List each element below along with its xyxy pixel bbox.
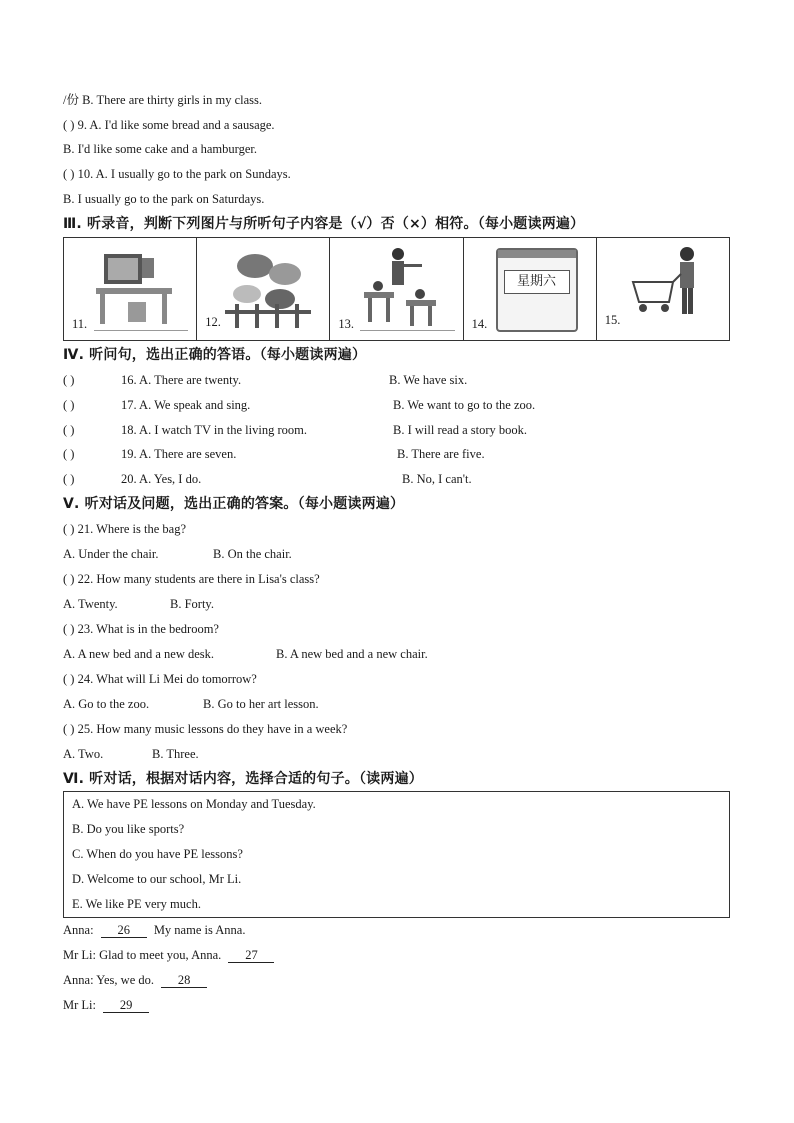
speaker: Mr Li: — [63, 948, 96, 962]
section-3-heading: Ⅲ. 听录音，判断下列图片与所听句子内容是（√）否（×）相符。（每小题读两遍） — [63, 216, 585, 232]
option-c: C. When do you have PE lessons? — [72, 847, 243, 861]
q23-option-b: B. A new bed and a new chair. — [276, 647, 428, 661]
q19-option-b: B. There are five. — [397, 447, 485, 461]
q18-option-a: 18. A. I watch TV in the living room. — [121, 423, 307, 437]
dialogue-line-28 — [63, 972, 211, 988]
q9-question: ( ) 9. A. I'd like some bread and a sausage. — [63, 118, 275, 132]
calendar-saturday-icon — [496, 248, 578, 332]
section-6-heading: Ⅵ. 听对话，根据对话内容，选择合适的句子。（读两遍） — [63, 771, 423, 787]
q24-question: ( ) 24. What will Li Mei do tomorrow? — [63, 672, 257, 686]
answer-parentheses[interactable]: ( ) — [63, 472, 75, 486]
picture-cell-13 — [330, 238, 463, 341]
q10-question: ( ) 10. A. I usually go to the park on Sundays. — [63, 167, 291, 181]
section-4-heading: Ⅳ. 听问句，选出正确的答语。（每小题读两遍） — [63, 347, 367, 363]
answer-line — [94, 330, 188, 331]
dialogue-line-27 — [63, 947, 278, 963]
q19-option-a: 19. A. There are seven. — [121, 447, 237, 461]
picture-number: 14. — [471, 317, 488, 331]
dialogue-line-26 — [63, 922, 245, 938]
q25-option-a: A. Two. — [63, 747, 104, 761]
speaker: Anna: — [63, 973, 94, 987]
q23-option-a: A. A new bed and a new desk. — [63, 647, 215, 661]
calendar-text: 星期六 — [504, 270, 570, 294]
q22-option-b: B. Forty. — [170, 597, 214, 611]
q24-option-a: A. Go to the zoo. — [63, 697, 150, 711]
option-d: D. Welcome to our school, Mr Li. — [72, 872, 242, 886]
q10-option-b: B. I usually go to the park on Saturdays. — [63, 192, 265, 206]
q24-option-b: B. Go to her art lesson. — [203, 697, 319, 711]
picture-number: 15. — [604, 313, 621, 327]
answer-blank-26[interactable]: 26 — [101, 924, 147, 938]
dialogue-text: Glad to meet you, Anna. — [99, 948, 222, 962]
answer-blank-28[interactable]: 28 — [161, 974, 207, 988]
picture-table — [63, 237, 730, 341]
option-b: B. Do you like sports? — [72, 822, 185, 836]
q20-row — [63, 471, 201, 487]
q16-option-b: B. We have six. — [389, 373, 468, 387]
option-a: A. We have PE lessons on Monday and Tuesday. — [72, 797, 316, 811]
option-e: E. We like PE very much. — [72, 897, 201, 911]
q25-option-b: B. Three. — [152, 747, 199, 761]
q18-option-b: B. I will read a story book. — [393, 423, 528, 437]
dialogue-line-29 — [63, 997, 153, 1013]
q17-option-b: B. We want to go to the zoo. — [393, 398, 536, 412]
shopping-cart-icon — [625, 244, 711, 330]
q22-option-a: A. Twenty. — [63, 597, 118, 611]
answer-line — [360, 330, 454, 331]
q25-question: ( ) 25. How many music lessons do they have in a week? — [63, 722, 348, 736]
q21-option-a: A. Under the chair. — [63, 547, 159, 561]
q17-option-a: 17. A. We speak and sing. — [121, 398, 251, 412]
answer-parentheses[interactable]: ( ) — [63, 423, 75, 437]
answer-parentheses[interactable]: ( ) — [63, 447, 75, 461]
q16-option-a: 16. A. There are twenty. — [121, 373, 242, 387]
answer-parentheses[interactable]: ( ) — [63, 398, 75, 412]
picture-cell-11 — [64, 238, 197, 341]
computer-desk-icon — [92, 244, 178, 330]
q19-row — [63, 446, 236, 462]
picture-cell-12 — [197, 238, 330, 341]
q18-row — [63, 422, 307, 438]
picture-number: 11. — [72, 317, 88, 331]
picture-number: 13. — [338, 317, 354, 331]
answer-blank-27[interactable]: 27 — [228, 949, 274, 963]
animals-fence-icon — [225, 244, 311, 330]
q21-question: ( ) 21. Where is the bag? — [63, 522, 186, 536]
q22-question: ( ) 22. How many students are there in Lisa's class? — [63, 572, 320, 586]
speaker: Anna: — [63, 923, 94, 937]
answer-parentheses[interactable]: ( ) — [63, 373, 75, 387]
q23-question: ( ) 23. What is in the bedroom? — [63, 622, 219, 636]
section-5-heading: Ⅴ. 听对话及问题，选出正确的答案。（每小题读两遍） — [63, 496, 405, 512]
q17-row — [63, 397, 250, 413]
q9-option-b: B. I'd like some cake and a hamburger. — [63, 142, 257, 156]
dialogue-text: Yes, we do. — [96, 973, 154, 987]
q20-option-a: 20. A. Yes, I do. — [121, 472, 202, 486]
q8-option-b: /份 B. There are thirty girls in my class. — [63, 93, 263, 107]
classroom-teacher-icon — [358, 244, 444, 330]
picture-cell-15 — [596, 238, 729, 341]
dialogue-text: My name is Anna. — [153, 923, 246, 937]
picture-cell-14 — [463, 238, 596, 341]
q20-option-b: B. No, I can't. — [402, 472, 472, 486]
picture-number: 12. — [205, 315, 221, 329]
q16-row — [63, 372, 241, 388]
speaker: Mr Li: — [63, 998, 96, 1012]
q21-option-b: B. On the chair. — [213, 547, 292, 561]
answer-blank-29[interactable]: 29 — [103, 999, 149, 1013]
sentence-options-box — [63, 791, 730, 918]
